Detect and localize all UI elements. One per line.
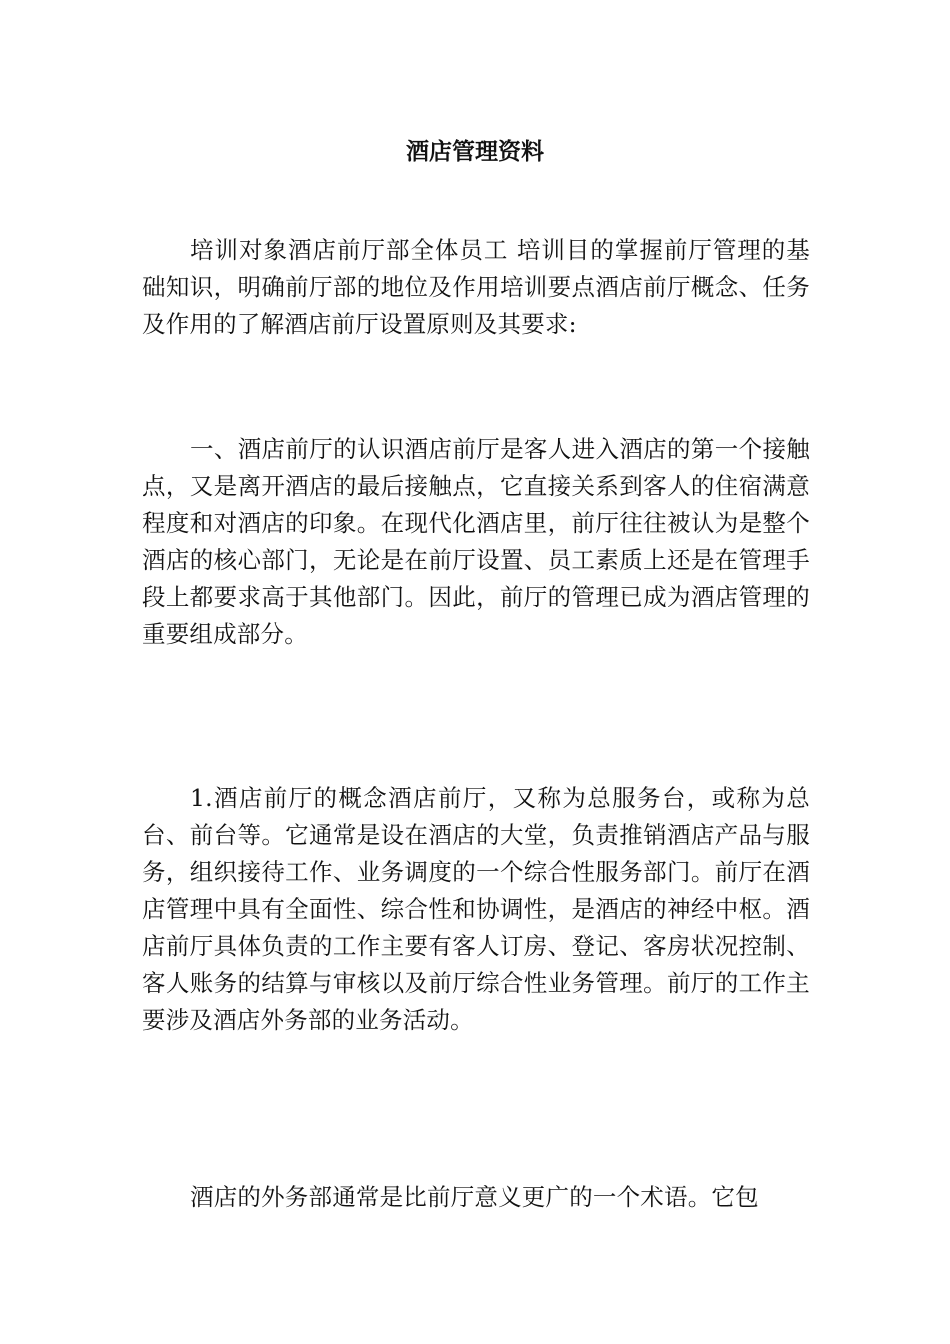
paragraph-front-office-concept: 1.酒店前厅的概念酒店前厅，又称为总服务台，或称为总台、前台等。它通常是设在酒店的大堂，负责推销酒店产品与服务，组织接待工作、业务调度的一个综合性服务部门。前厅在酒店管理中具有全面性、综合性和协调性，是酒店的神经中枢。酒店前厅具体负责的工作主要有客人订房、登记、客房状况控制、客人账务的结算与审核以及前厅综合性业务管理。前厅的工作主要涉及酒店外务部的业务活动。 bbox=[142, 784, 810, 1034]
paragraph-training-overview: 培训对象酒店前厅部全体员工 培训目的掌握前厅管理的基础知识，明确前厅部的地位及作用培训要点酒店前厅概念、任务及作用的了解酒店前厅设置原则及其要求: bbox=[142, 236, 810, 338]
paragraph-front-of-house: 酒店的外务部通常是比前厅意义更广的一个术语。它包 bbox=[190, 1183, 759, 1211]
document-title: 酒店管理资料 bbox=[406, 139, 544, 165]
paragraph-front-office-understanding: 一、酒店前厅的认识酒店前厅是客人进入酒店的第一个接触点，又是离开酒店的最后接触点，它直接关系到客人的住宿满意程度和对酒店的印象。在现代化酒店里，前厅往往被认为是整个酒店的核心部门，无论是在前厅设置、员工素质上还是在管理手段上都要求高于其他部门。因此，前厅的管理已成为酒店管理的重要组成部分。 bbox=[142, 435, 810, 648]
